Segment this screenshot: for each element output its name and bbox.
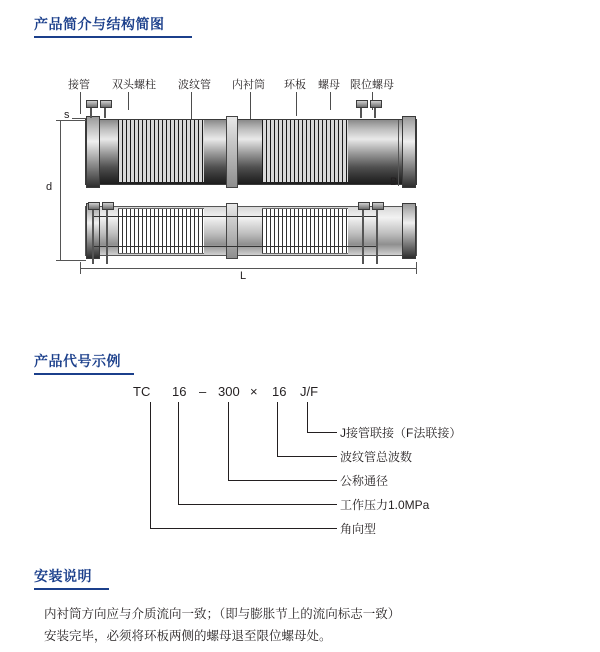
code-leader-v-waves [277,402,278,456]
dimension-label-d: d [46,181,53,193]
stud-bottom-right-2 [376,204,378,264]
product-code-example [0,372,600,536]
code-leader-v-type [150,402,151,528]
code-leader-v-pressure [178,402,179,504]
nut-top-left [86,100,98,108]
dimension-tick-d-bottom [56,260,86,261]
bellows-top-left [118,120,204,182]
stud-bottom-left [92,204,94,264]
code-leader-h-jf [307,432,337,433]
code-note-type: 角向型 [340,522,377,536]
ring-plate-top-center [226,116,238,188]
callout-label-huanban: 环板 [284,79,306,91]
section-title-structure-underline [34,36,192,38]
callout-label-jieguan: 接管 [68,79,90,91]
structure-diagram [0,56,600,296]
dimension-label-L: L [240,270,247,282]
nut-bottom-right [358,202,370,210]
nut-top-left-2 [100,100,112,108]
nut-bottom-left [88,202,100,210]
code-token-16b: 16 [272,384,287,399]
code-note-dn: 公称通径 [340,474,389,488]
stud-bottom-left-2 [106,204,108,264]
install-note-1: 内衬筒方向应与介质流向一致；（即与膨胀节上的流向标志一致） [44,607,401,621]
code-note-jf: J接管联接（F法联接） [340,426,462,440]
flange-top-left [86,116,100,188]
code-leader-v-jf [307,402,308,432]
tie-rod-bottom-upper [92,216,378,217]
callout-label-luomu: 螺母 [318,79,340,91]
dimension-label-B: B [390,176,398,188]
callout-label-bowenguan: 波纹管 [178,79,211,91]
section-title-install-underline [34,588,109,590]
leader-line-luomu [330,92,331,110]
code-token-tc: TC [133,384,151,399]
nut-top-right-2 [370,100,382,108]
nut-top-right [356,100,368,108]
section-title-structure: 产品简介与结构简图 [34,16,165,32]
dimension-line-L [80,268,416,269]
bellows-bottom-left [118,208,204,254]
leader-line-shuangtouluozhu [128,92,129,110]
tie-rod-bottom-lower [92,246,378,247]
callout-label-neichentong: 内衬筒 [232,79,265,91]
callout-label-xianweiluomu: 限位螺母 [350,79,394,91]
code-leader-v-dn [228,402,229,480]
bellows-bottom-right [262,208,348,254]
code-token-times: × [250,384,258,399]
code-leader-h-pressure [178,504,337,505]
flange-bottom-right [402,203,416,259]
nut-bottom-left-2 [102,202,114,210]
code-token-dash: – [199,384,207,399]
section-title-install: 安装说明 [34,568,92,584]
leader-line-jieguan [80,92,81,114]
section-title-code: 产品代号示例 [34,353,121,369]
dimension-label-s: s [64,109,70,121]
code-leader-h-waves [277,456,337,457]
stud-bottom-right [362,204,364,264]
install-note-2: 安装完毕，必须将环板两侧的螺母退至限位螺母处。 [44,629,332,643]
code-note-waves: 波纹管总波数 [340,450,413,464]
dimension-tick-d-top [56,120,86,121]
code-leader-h-type [150,528,337,529]
code-note-pressure: 工作压力1.0MPa [340,498,430,512]
code-token-16a: 16 [172,384,187,399]
dimension-tick-L-left [80,262,81,274]
code-token-300: 300 [218,384,240,399]
dimension-tick-s [72,118,86,119]
flange-top-right [402,116,416,188]
code-token-jf: J/F [300,384,319,399]
code-leader-h-dn [228,480,337,481]
dimension-line-d [60,120,61,260]
dimension-tick-L-right [416,262,417,274]
callout-label-shuangtouluozhu: 双头螺柱 [112,79,156,91]
nut-bottom-right-2 [372,202,384,210]
ring-plate-bottom-center [226,203,238,259]
leader-line-huanban [296,92,297,116]
bellows-top-right [262,120,348,182]
dimension-line-B [398,120,399,186]
